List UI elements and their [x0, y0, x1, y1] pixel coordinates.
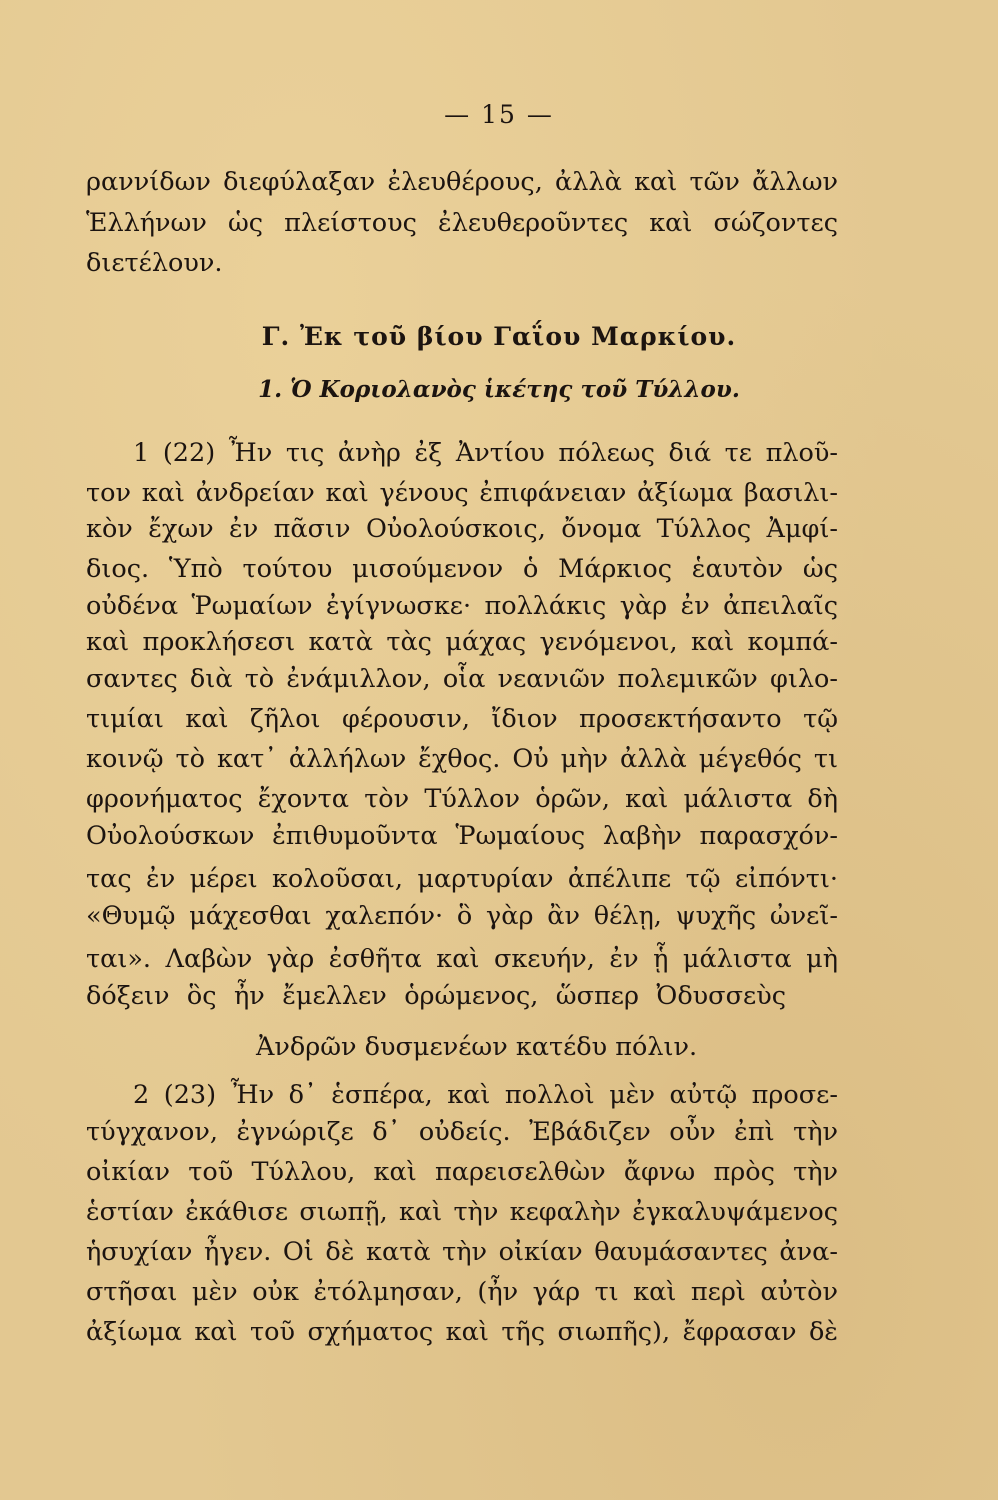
intro-line: διετέλουν. — [86, 248, 223, 278]
paragraph-1-line: ται». Λαβὼν γὰρ ἐσθῆτα καὶ σκευήν, ἐν ᾗ μάλιστα μὴ — [86, 944, 838, 974]
paragraph-2-line: ἡσυχίαν ἦγεν. Οἱ δὲ κατὰ τὴν οἰκίαν θαυμάσαντες ἀνα- — [86, 1237, 838, 1267]
paragraph-1-line: καὶ προκλήσεσι κατὰ τὰς μάχας γενόμενοι, καὶ κομπά- — [86, 627, 838, 657]
paragraph-1-line: σαντες διὰ τὸ ἐνάμιλλον, οἷα νεανιῶν πολεμικῶν φιλο- — [86, 664, 838, 694]
paragraph-1-line: κοινῷ τὸ κατ᾽ ἀλλήλων ἔχθος. Οὐ μὴν ἀλλὰ μέγεθός τι — [86, 744, 838, 774]
page-number: — 15 — — [444, 100, 554, 129]
paragraph-1-line: τιμίαι καὶ ζῆλοι φέρουσιν, ἴδιον προσεκτήσαντο τῷ — [86, 704, 838, 734]
paragraph-1-line: τον καὶ ἀνδρείαν καὶ γένους ἐπιφάνειαν ἀξίωμα βασιλι- — [86, 478, 838, 508]
paragraph-1-line: «Θυμῷ μάχεσθαι χαλεπόν· ὃ γὰρ ἂν θέλῃ, ψυχῆς ὠνεῖ- — [86, 901, 838, 931]
intro-line: ραννίδων διεφύλαξαν ἐλευθέρους, ἀλλὰ καὶ τῶν ἄλλων — [86, 167, 838, 197]
paragraph-1-line: τας ἐν μέρει κολοῦσαι, μαρτυρίαν ἀπέλιπε τῷ εἰπόντι· — [86, 864, 838, 894]
paragraph-1-line: διος. Ὑπὸ τούτου μισούμενον ὁ Μάρκιος ἑαυτὸν ὡς — [86, 554, 838, 584]
quoted-verse: Ἀνδρῶν δυσμενέων κατέδυ πόλιν. — [256, 1032, 698, 1062]
paragraph-2-line: ἀξίωμα καὶ τοῦ σχήματος καὶ τῆς σιωπῆς), ἔφρασαν δὲ — [86, 1317, 838, 1347]
paragraph-1-line: δόξειν ὃς ἦν ἔμελλεν ὁρώμενος, ὥσπερ Ὀδυσσεὺς — [86, 981, 786, 1011]
paragraph-1-line: Οὐολούσκων ἐπιθυμοῦντα Ῥωμαίους λαβὴν παρασχόν- — [86, 821, 838, 851]
paragraph-1-line: οὐδένα Ῥωμαίων ἐγίγνωσκε· πολλάκις γὰρ ἐν ἀπειλαῖς — [86, 591, 838, 621]
paragraph-2-line: οἰκίαν τοῦ Τύλλου, καὶ παρεισελθὼν ἄφνω πρὸς τὴν — [86, 1157, 838, 1187]
paragraph-1-line: φρονήματος ἔχοντα τὸν Τύλλον ὁρῶν, καὶ μάλιστα δὴ — [86, 784, 838, 814]
paragraph-2-line: ἑστίαν ἐκάθισε σιωπῇ, καὶ τὴν κεφαλὴν ἐγκαλυψάμενος — [86, 1197, 838, 1227]
paragraph-2-line: τύγχανον, ἐγνώριζε δ᾽ οὐδείς. Ἐβάδιζεν οὖν ἐπὶ τὴν — [86, 1117, 838, 1147]
paragraph-2-line: 2 (23) Ἦν δ᾽ ἑσπέρα, καὶ πολλοὶ μὲν αὐτῷ προσε- — [133, 1080, 838, 1110]
paragraph-2-line: στῆσαι μὲν οὐκ ἐτόλμησαν, (ἦν γάρ τι καὶ περὶ αὐτὸν — [86, 1277, 838, 1307]
sub-heading: 1. Ὁ Κοριολανὸς ἱκέτης τοῦ Τύλλου. — [258, 376, 740, 403]
intro-line: Ἑλλήνων ὡς πλείστους ἐλευθεροῦντες καὶ σώζοντες — [86, 208, 838, 238]
paragraph-1-line: 1 (22) Ἦν τις ἀνὴρ ἐξ Ἀντίου πόλεως διά τε πλοῦ- — [133, 438, 838, 468]
paragraph-1-line: κὸν ἔχων ἐν πᾶσιν Οὐολούσκοις, ὄνομα Τύλλος Ἀμφί- — [86, 514, 838, 544]
section-heading: Γ. Ἐκ τοῦ βίου Γαΐου Μαρκίου. — [261, 322, 737, 351]
